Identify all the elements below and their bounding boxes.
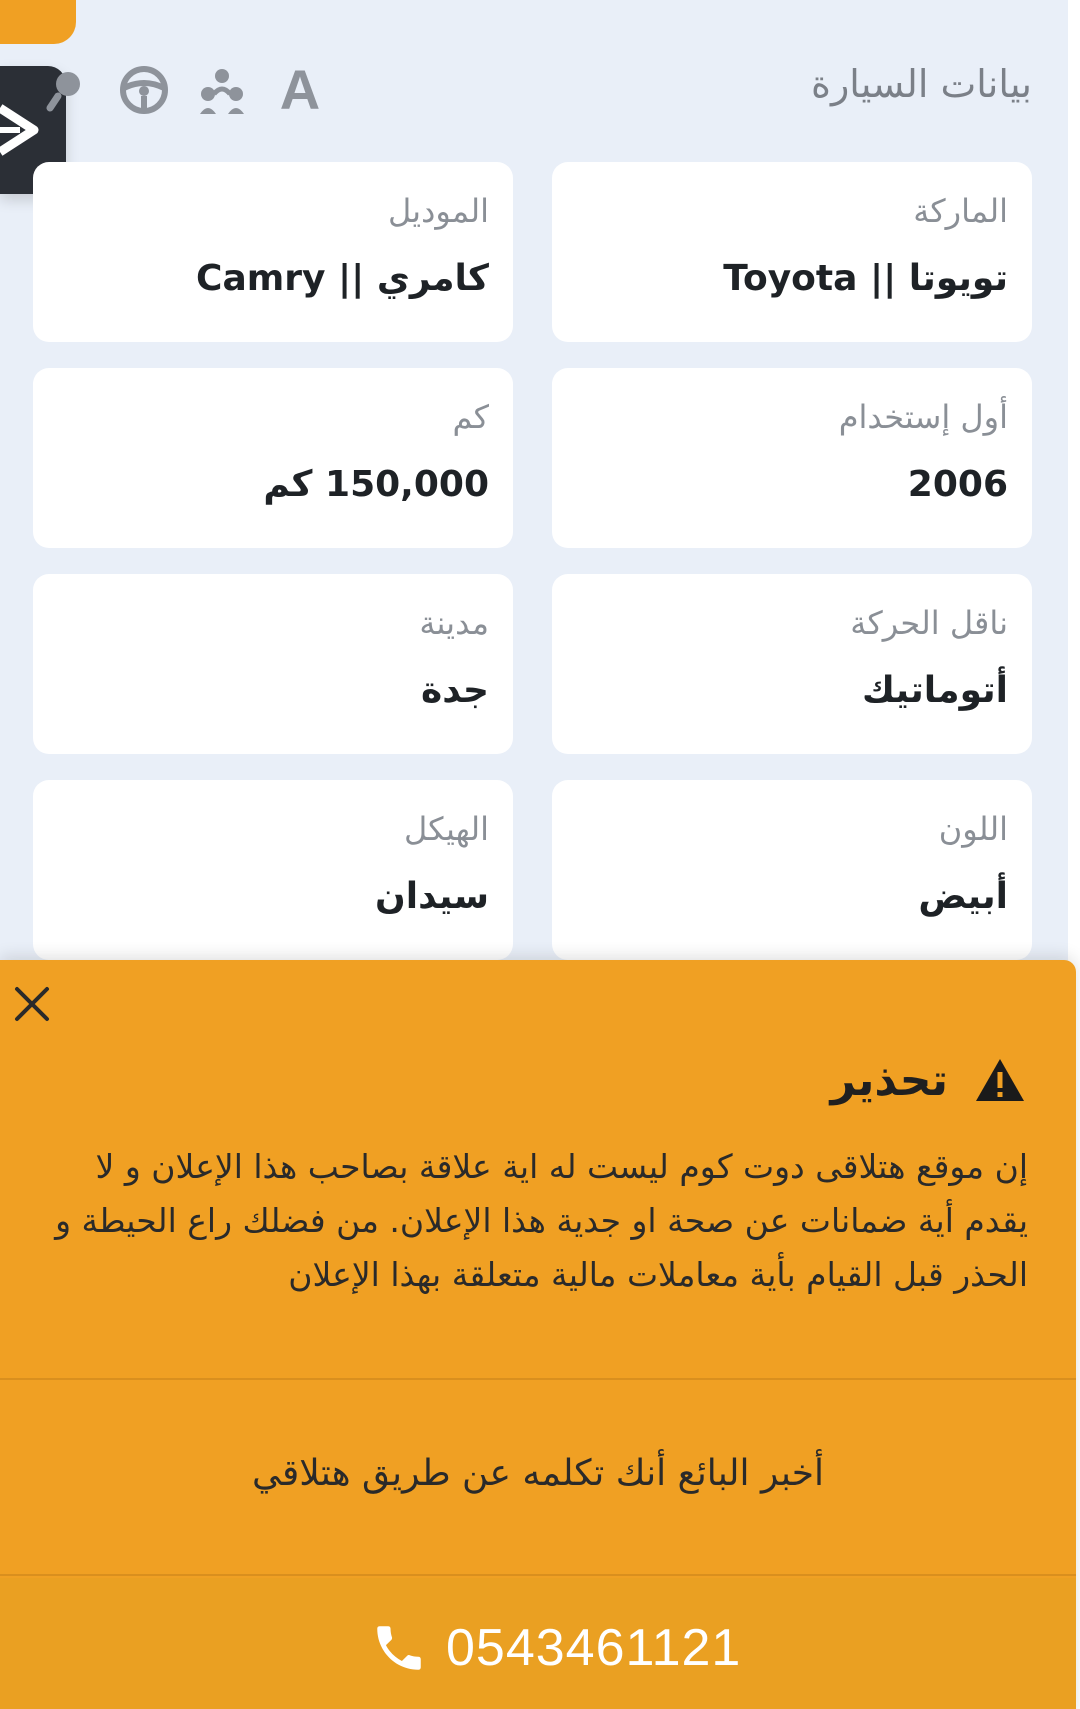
section-title: بيانات السيارة xyxy=(811,62,1032,106)
spec-label: مدينة xyxy=(419,604,489,642)
warning-title: تحذير xyxy=(830,1054,948,1106)
spec-value: سيدان xyxy=(375,876,489,917)
font-size-letter: A xyxy=(279,58,321,121)
spec-value: تويوتا || Toyota xyxy=(723,258,1008,299)
spec-card-brand xyxy=(552,162,1032,342)
close-icon xyxy=(14,986,50,1022)
steering-wheel-icon[interactable] xyxy=(118,64,170,116)
warning-message: إن موقع هتلاقى دوت كوم ليست له اية علاقة بصاحب هذا الإعلان و لا يقدم أية ضمانات عن صحة او جدية هذا الإعلان. من فضلك راع الحيطة و الحذر قبل القيام بأية معاملات مالية متعلقة بهذا الإعلان xyxy=(55,1147,1028,1294)
spec-card-first-use xyxy=(552,368,1032,548)
search-icon[interactable] xyxy=(40,64,92,116)
spec-label: ناقل الحركة xyxy=(850,604,1008,642)
spec-label: أول إستخدام xyxy=(838,398,1008,436)
spec-value: جدة xyxy=(421,670,489,711)
spec-card-city xyxy=(33,574,513,754)
spec-label: كم xyxy=(452,398,489,436)
people-icon[interactable] xyxy=(196,64,248,116)
section-header xyxy=(0,50,1068,130)
spec-card-body xyxy=(33,780,513,960)
spec-card-transmission xyxy=(552,574,1032,754)
call-seller-button[interactable] xyxy=(0,1578,1076,1709)
view-options xyxy=(40,50,326,130)
spec-value: كامري || Camry xyxy=(196,258,489,299)
font-size-icon[interactable] xyxy=(274,58,326,121)
spec-value: 2006 xyxy=(907,464,1008,505)
spec-value: 150,000 كم xyxy=(263,464,489,505)
spec-label: اللون xyxy=(938,810,1008,848)
corner-badge[interactable] xyxy=(0,0,76,44)
spec-value: أتوماتيك xyxy=(862,670,1008,711)
spec-card-color xyxy=(552,780,1032,960)
spec-card-mileage xyxy=(33,368,513,548)
spec-label: الموديل xyxy=(387,192,489,230)
phone-number: 0543461121 xyxy=(446,1619,742,1677)
divider xyxy=(0,1574,1076,1576)
warning-header xyxy=(830,1040,1026,1120)
spec-label: الماركة xyxy=(913,192,1008,230)
spec-card-model xyxy=(33,162,513,342)
tell-seller-note: أخبر البائع أنك تكلمه عن طريق هتلاقي xyxy=(252,1452,824,1494)
phone-icon xyxy=(370,1619,428,1677)
close-button[interactable] xyxy=(10,982,54,1026)
warning-triangle-icon xyxy=(974,1057,1026,1103)
spec-label: الهيكل xyxy=(404,810,489,848)
spec-value: أبيض xyxy=(918,876,1008,917)
divider xyxy=(0,1378,1076,1380)
